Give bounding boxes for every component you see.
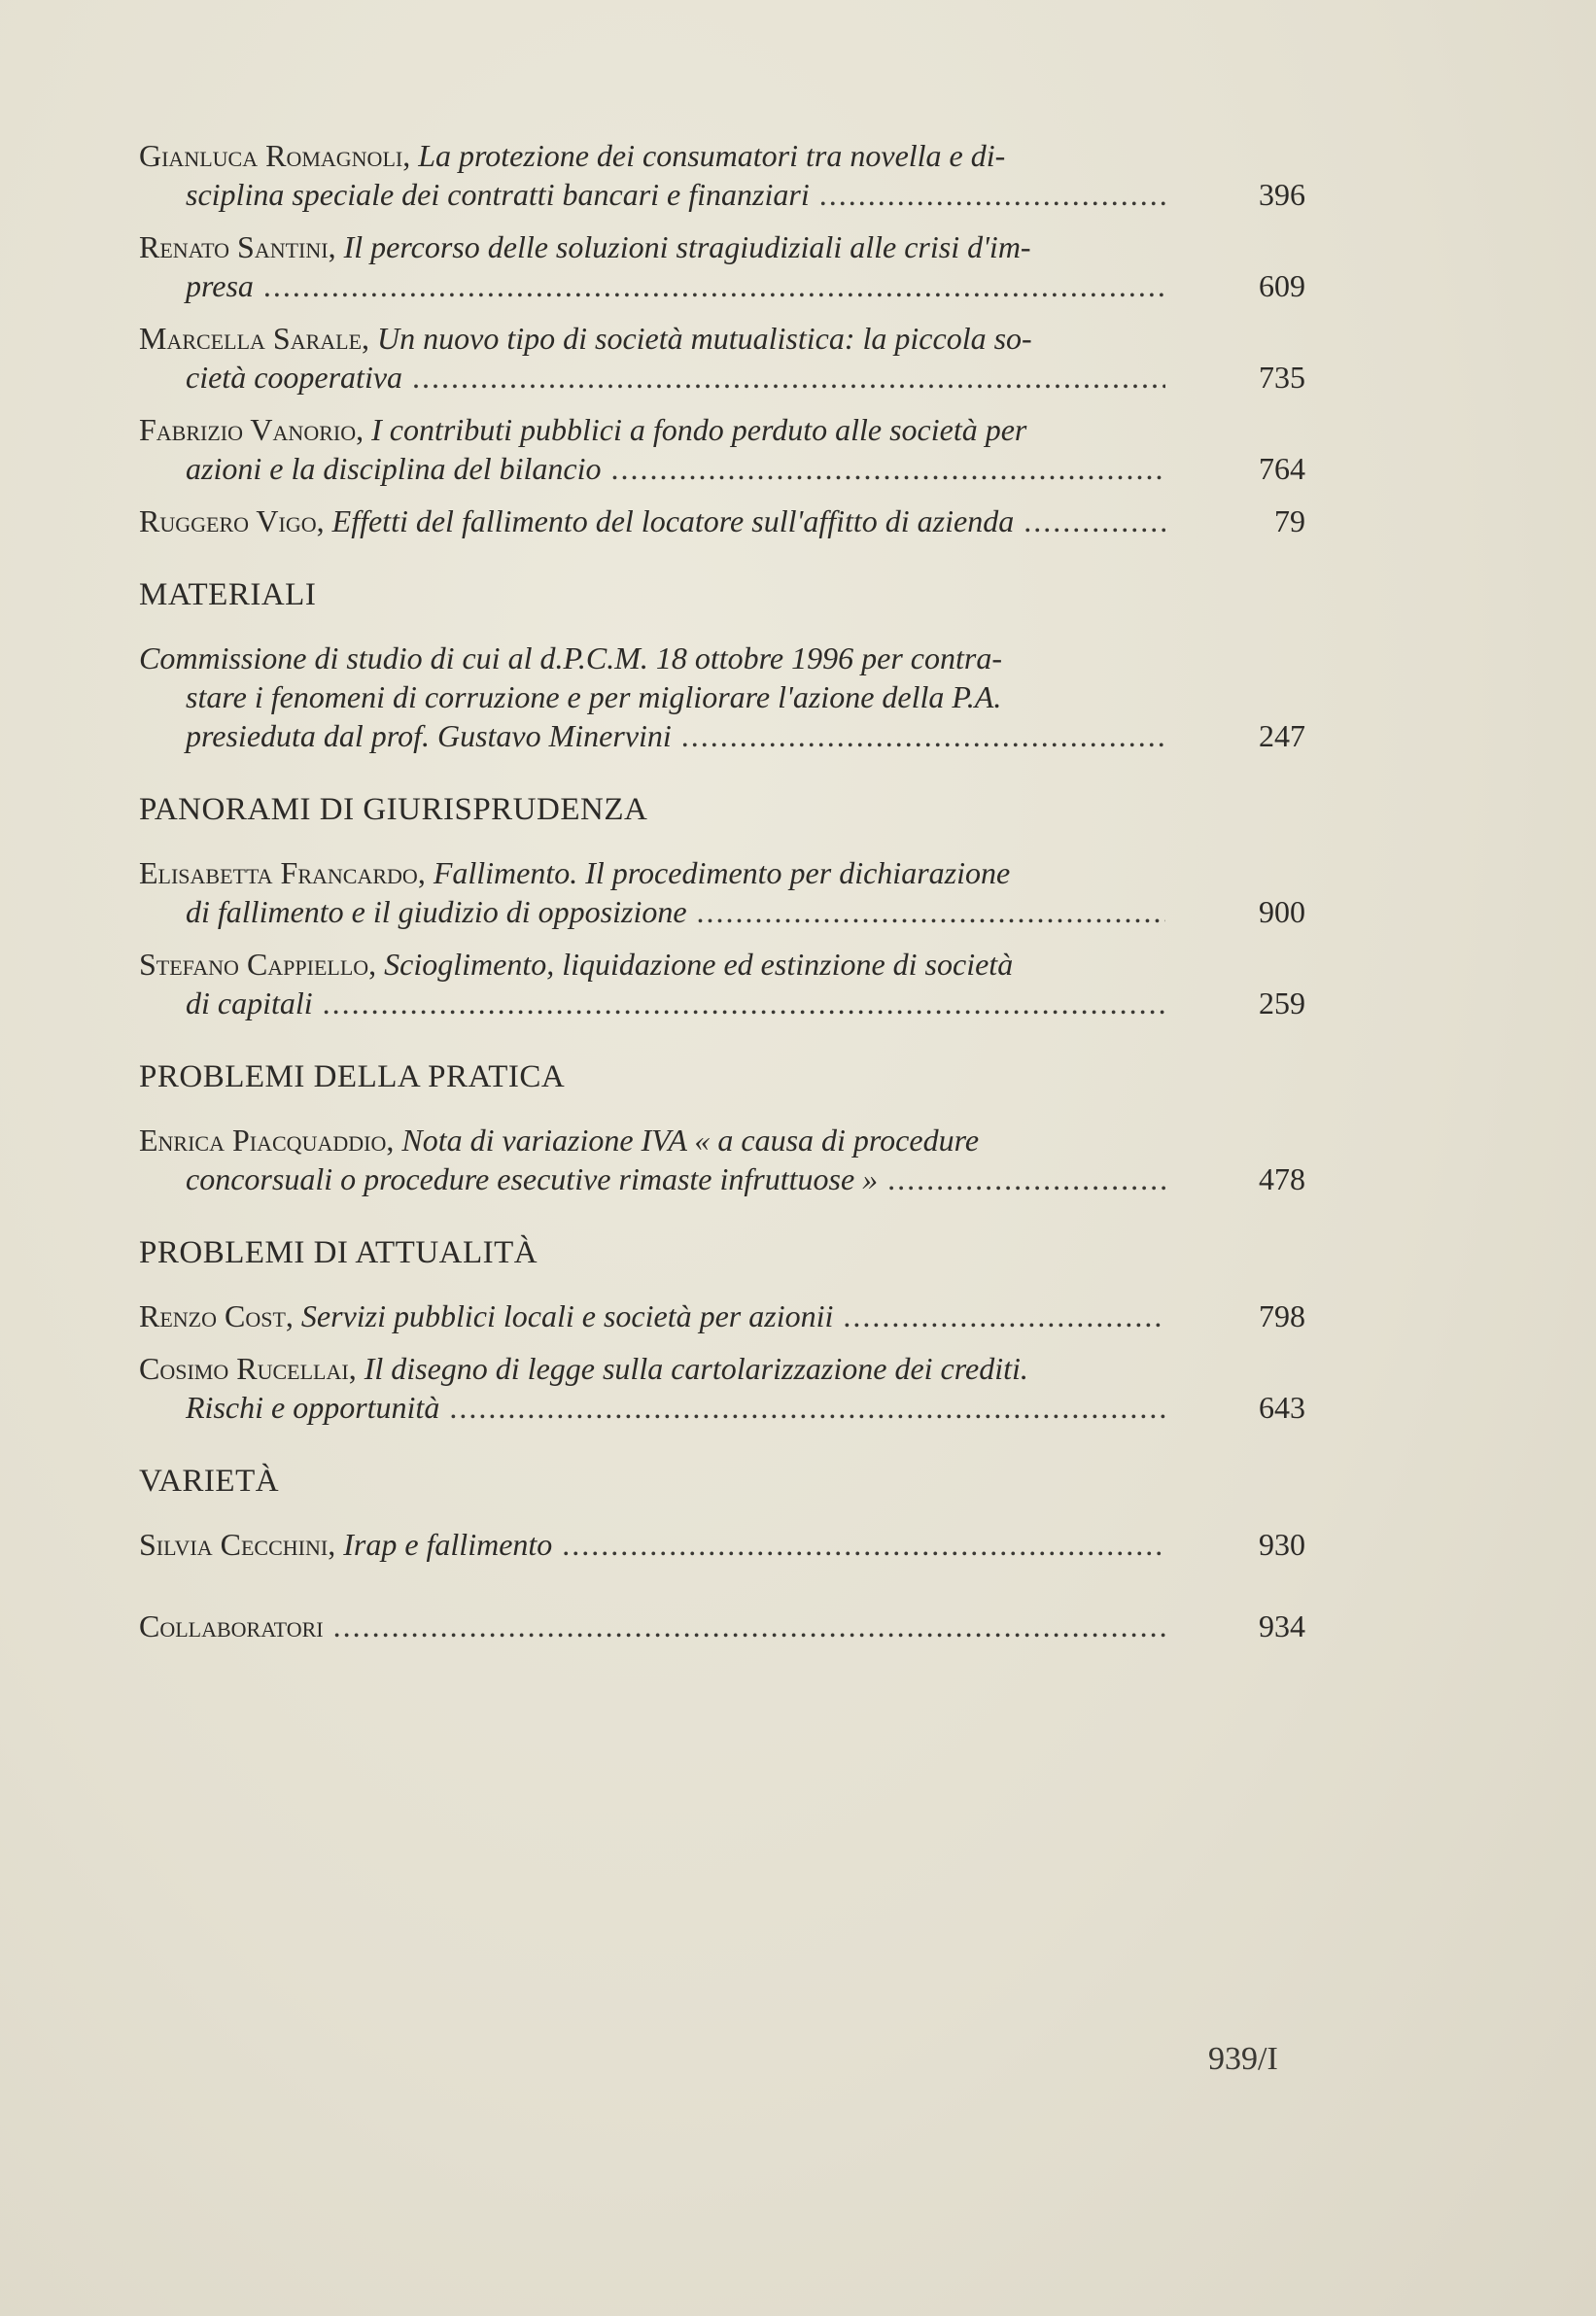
leader-dots (412, 358, 1165, 397)
entry-line-1: Cosimo Rucellai, Il disegno di legge sulla cartolarizzazione dei crediti. (139, 1351, 1028, 1386)
entry-page-number: 735 (1259, 360, 1305, 395)
entry-title-cont: presieduta dal prof. Gustavo Minervini (186, 718, 672, 753)
entry-title-cont: sciplina speciale dei contratti bancari e finanziari (186, 177, 810, 212)
toc-entry (139, 945, 1305, 1022)
section-heading-panorami: PANORAMI DI GIURISPRUDENZA (139, 792, 648, 827)
entry-line-1: Silvia Cecchini, Irap e fallimento ..... (139, 1525, 1169, 1564)
entry-title: I contributi pubblici a fondo perduto alle società per (371, 412, 1027, 447)
toc-entry (139, 1296, 1305, 1335)
section-heading-problemi-pratica: PROBLEMI DELLA PRATICA (139, 1059, 566, 1094)
entry-author: Fabrizio Vanorio (139, 412, 357, 447)
entry-author: Ruggero Vigo (139, 503, 317, 538)
entry-line-2 (139, 449, 1169, 488)
page-folio: 939/I (1208, 2041, 1278, 2077)
entry-title: La protezione dei consumatori tra novella e di- (418, 138, 1006, 173)
entry-title: Irap e fallimento (343, 1527, 553, 1562)
entry-line-2: stare i fenomeni di corruzione e per migliorare l'azione della P.A. (186, 679, 1002, 714)
entry-page-number: 798 (1259, 1298, 1305, 1333)
entry-line-1: Marcella Sarale, Un nuovo tipo di società mutualistica: la piccola so- (139, 321, 1032, 356)
entry-title: Fallimento. Il procedimento per dichiarazione (433, 855, 1011, 890)
entry-line-2 (139, 358, 1169, 397)
entry-line-1: Renato Santini, Il percorso delle soluzioni stragiudiziali alle crisi d'im- (139, 229, 1031, 264)
leader-dots (562, 1525, 1165, 1564)
toc-entry (139, 1121, 1305, 1198)
entry-title: Nota di variazione IVA « a causa di procedure (401, 1123, 980, 1158)
section-heading-materiali: MATERIALI (139, 577, 317, 612)
section-heading-varieta: VARIETÀ (139, 1464, 280, 1499)
entry-title-cont: di capitali (186, 985, 313, 1020)
entry-page-number: 934 (1259, 1608, 1305, 1643)
entry-page-number: 764 (1259, 451, 1305, 486)
entry-line-1: Enrica Piacquaddio, Nota di variazione IVA « a causa di procedure (139, 1123, 980, 1158)
entry-page-number: 247 (1259, 718, 1305, 753)
toc-entry (139, 501, 1305, 540)
toc-entry (139, 639, 1305, 755)
toc-entry (139, 1349, 1305, 1427)
leader-dots (323, 984, 1165, 1022)
entry-page-number: 396 (1259, 177, 1305, 212)
leader-dots (843, 1296, 1165, 1335)
toc-entry (139, 1525, 1305, 1564)
leader-dots (819, 175, 1165, 214)
entry-title: Un nuovo tipo di società mutualistica: la piccola so- (377, 321, 1032, 356)
leader-dots (697, 892, 1165, 931)
entry-author: Renzo Cost (139, 1298, 286, 1333)
entry-line-1: Ruggero Vigo, Effetti del fallimento del locatore sull'affitto di azienda ..... (139, 501, 1169, 540)
leader-dots (1024, 501, 1165, 540)
entry-page-number: 643 (1259, 1390, 1305, 1425)
leader-dots (611, 449, 1165, 488)
toc-entry (139, 136, 1305, 214)
entry-author: Gianluca Romagnoli (139, 138, 403, 173)
collaboratori-label: Collaboratori (139, 1608, 324, 1643)
entry-line-1: Renzo Cost, Servizi pubblici locali e società per azionii ..... (139, 1296, 1169, 1335)
entry-title-cont: di fallimento e il giudizio di opposizione (186, 894, 687, 929)
entry-title-cont: concorsuali o procedure esecutive rimaste infruttuose » (186, 1161, 879, 1196)
entry-title-cont: azioni e la disciplina del bilancio (186, 451, 602, 486)
entry-page-number: 79 (1274, 503, 1305, 538)
leader-dots (263, 266, 1165, 305)
entry-line-1 (139, 1607, 1169, 1645)
entry-line-1: Gianluca Romagnoli, La protezione dei consumatori tra novella e di- (139, 138, 1006, 173)
entry-author: Marcella Sarale (139, 321, 363, 356)
entry-line-1: Fabrizio Vanorio, I contributi pubblici a fondo perduto alle società per (139, 412, 1027, 447)
entry-author: Silvia Cecchini (139, 1527, 329, 1562)
entry-author: Cosimo Rucellai (139, 1351, 349, 1386)
entry-title: Il disegno di legge sulla cartolarizzazione dei crediti. (364, 1351, 1028, 1386)
entry-line-2 (139, 175, 1169, 214)
entry-title: Scioglimento, liquidazione ed estinzione di società (384, 947, 1014, 982)
entry-line-3 (139, 716, 1169, 755)
entry-line-2 (139, 266, 1169, 305)
entry-line-1: Stefano Cappiello, Scioglimento, liquidazione ed estinzione di società (139, 947, 1014, 982)
entry-page-number: 259 (1259, 985, 1305, 1020)
table-of-contents (139, 136, 1305, 1645)
section-heading-problemi-attualita: PROBLEMI DI ATTUALITÀ (139, 1235, 538, 1270)
entry-line-2 (139, 1388, 1169, 1427)
leader-dots (333, 1607, 1165, 1645)
toc-entry (139, 227, 1305, 305)
toc-entry (139, 410, 1305, 488)
toc-entry (139, 319, 1305, 397)
entry-title-cont: Rischi e opportunità (186, 1390, 440, 1425)
leader-dots (449, 1388, 1165, 1427)
entry-title-cont: presa (186, 268, 254, 303)
entry-title: Il percorso delle soluzioni stragiudiziali alle crisi d'im- (343, 229, 1031, 264)
entry-page-number: 900 (1259, 894, 1305, 929)
entry-author: Stefano Cappiello (139, 947, 369, 982)
entry-line-1: Commissione di studio di cui al d.P.C.M. 18 ottobre 1996 per contra- (139, 640, 1002, 675)
leader-dots (681, 716, 1165, 755)
entry-title-cont: cietà cooperativa (186, 360, 403, 395)
entry-line-2 (139, 892, 1169, 931)
entry-line-2 (139, 984, 1169, 1022)
entry-author: Renato Santini (139, 229, 329, 264)
entry-title: Effetti del fallimento del locatore sull'affitto di azienda (331, 503, 1015, 538)
leader-dots (887, 1159, 1165, 1198)
entry-line-2 (139, 1159, 1169, 1198)
entry-page-number: 478 (1259, 1161, 1305, 1196)
toc-entry-collaboratori (139, 1607, 1305, 1645)
entry-line-1: Elisabetta Francardo, Fallimento. Il procedimento per dichiarazione (139, 855, 1011, 890)
entry-page-number: 609 (1259, 268, 1305, 303)
entry-author: Elisabetta Francardo (139, 855, 418, 890)
entry-author: Enrica Piacquaddio (139, 1123, 387, 1158)
entry-title: Servizi pubblici locali e società per azionii (300, 1298, 834, 1333)
toc-entry (139, 853, 1305, 931)
entry-page-number: 930 (1259, 1527, 1305, 1562)
